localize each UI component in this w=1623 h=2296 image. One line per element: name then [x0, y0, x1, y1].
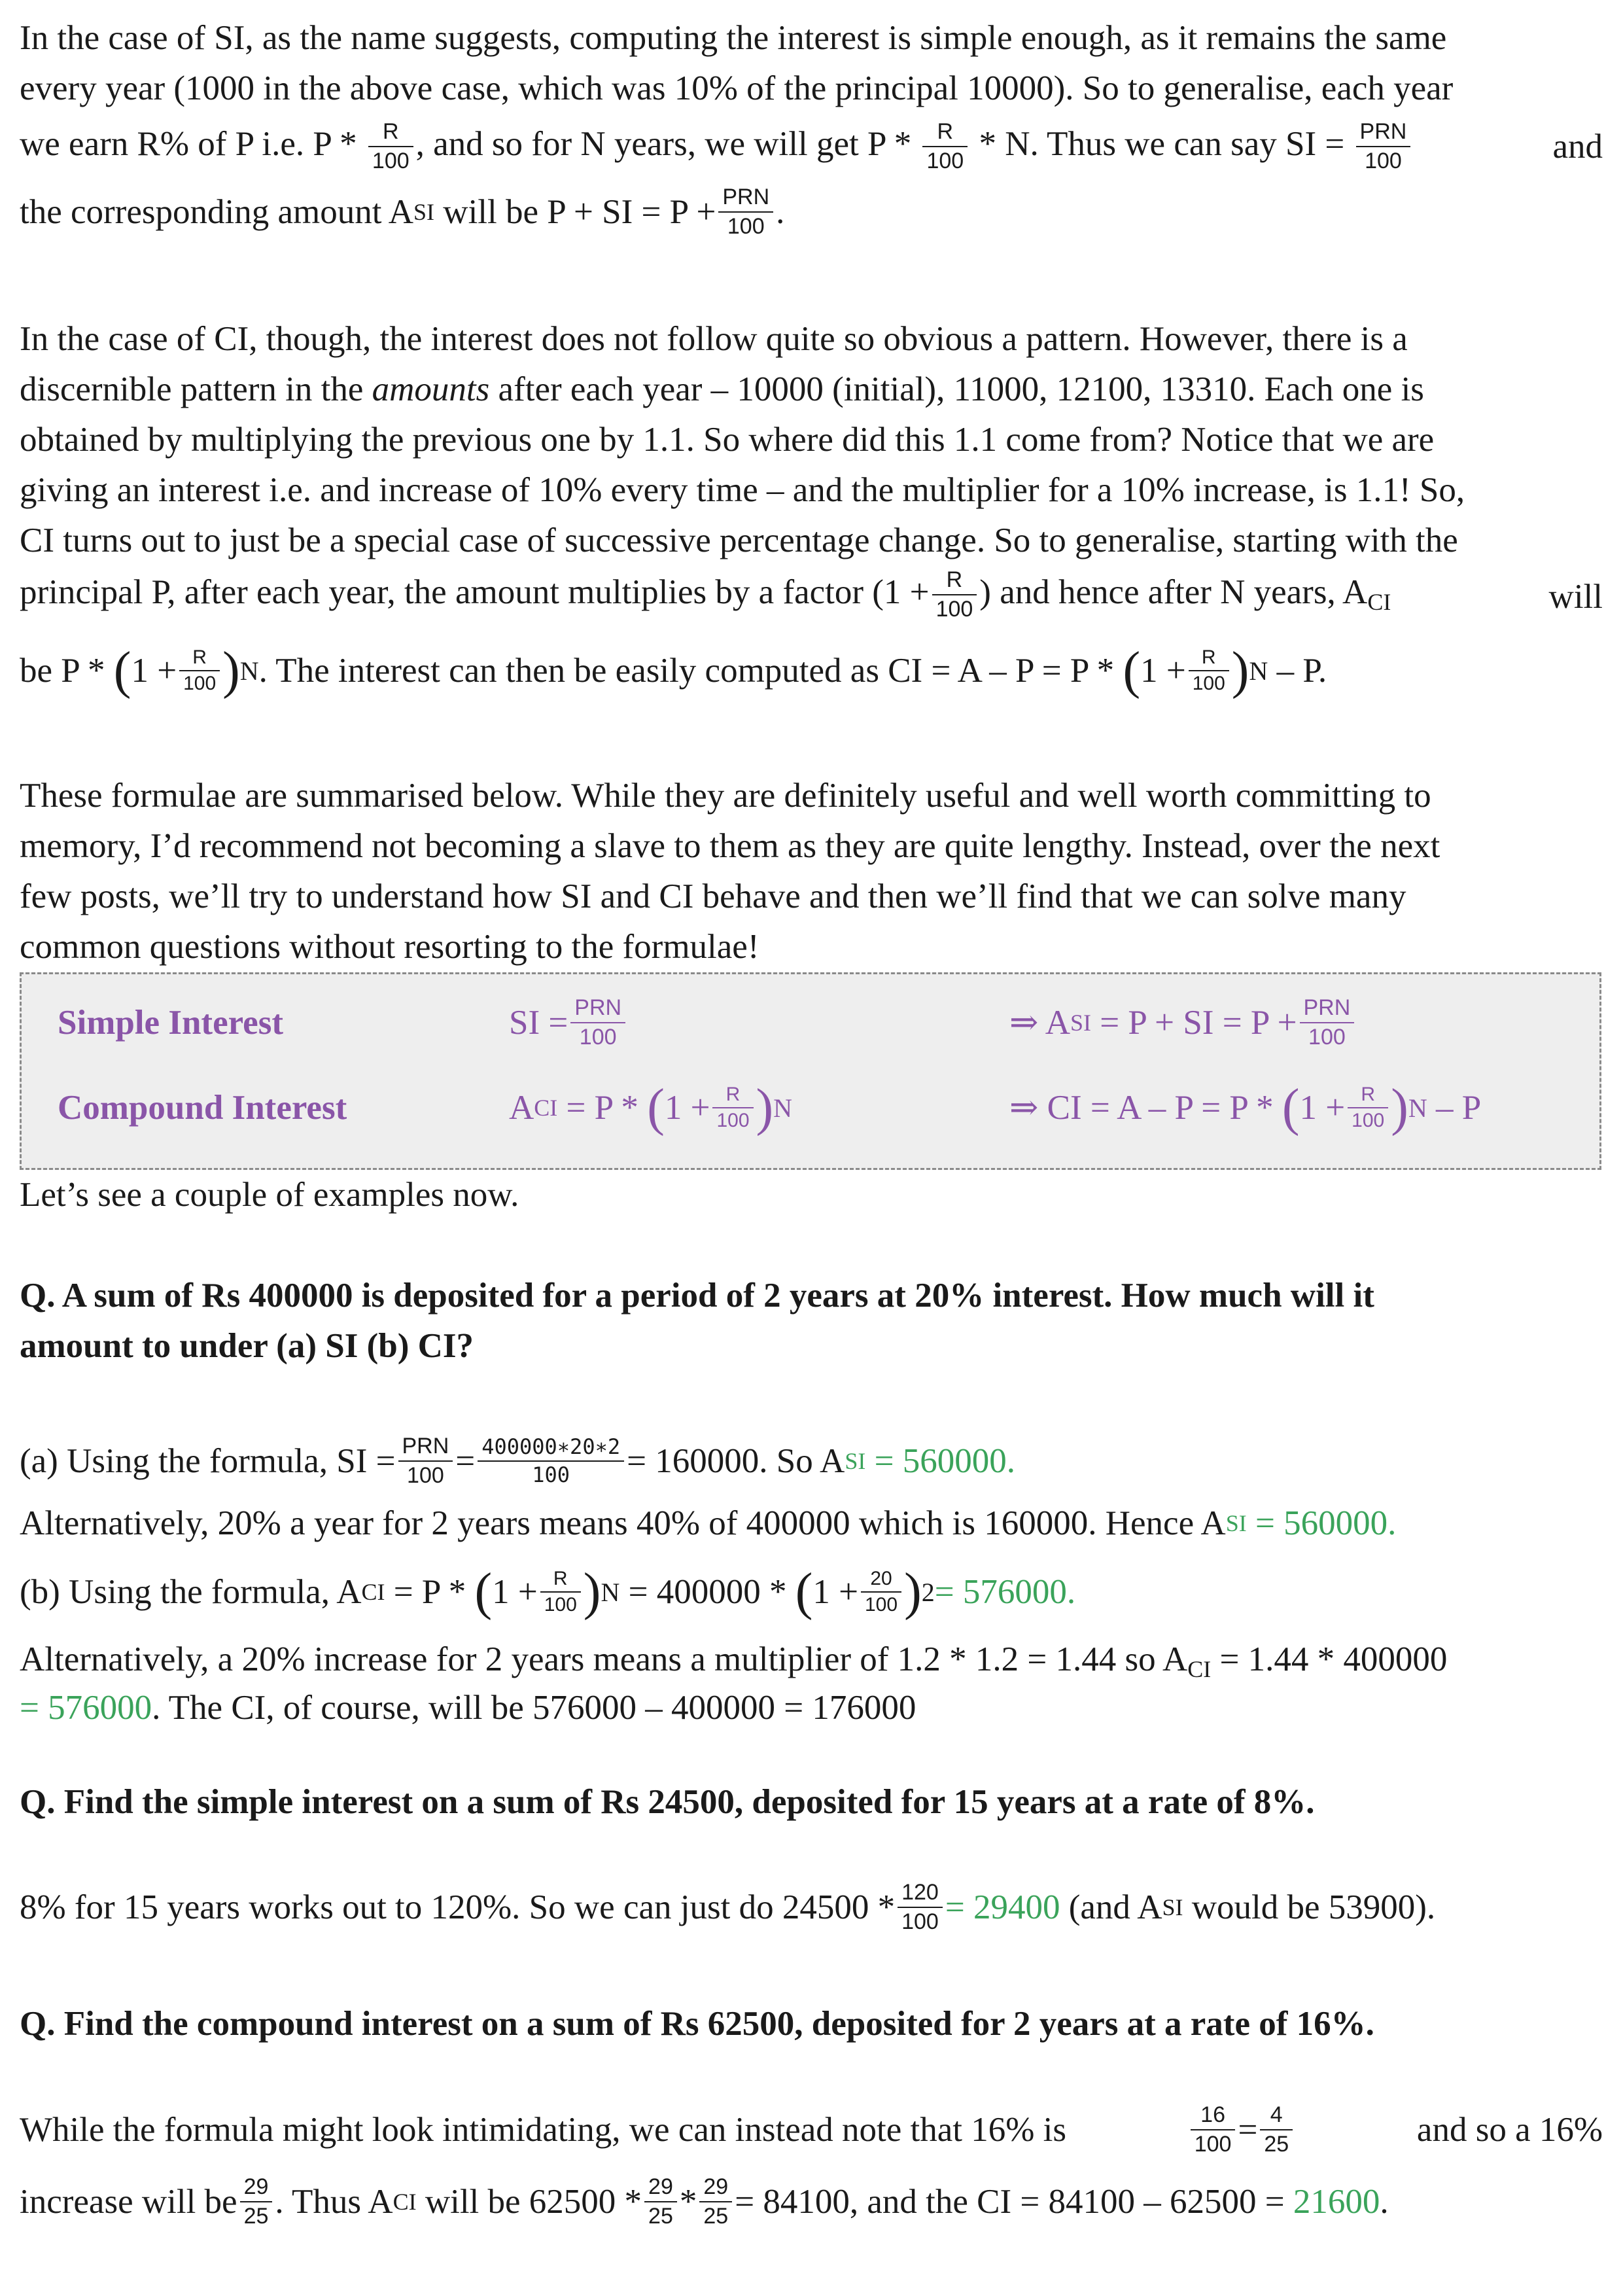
text-run: and so a 16% [1416, 2110, 1603, 2149]
text-run: . [776, 192, 785, 231]
text-run: , and so for N years, we will get P * [415, 124, 912, 163]
text-run: – P. [1276, 651, 1327, 690]
text-run: = P * [566, 1088, 638, 1127]
text-run: 1 + [664, 1088, 710, 1127]
text-run: SI = [509, 1003, 568, 1042]
text-line: every year (1000 in the above case, which was 10% of the principal 10000). So to generalise, each year [20, 69, 1454, 107]
exponent: N [239, 656, 259, 686]
fraction-denominator: 100 [901, 1909, 939, 1934]
text-run: = [1238, 2110, 1258, 2149]
question-text: Q. A sum of Rs 400000 is deposited for a period of 2 years at 20% interest. How much will it [20, 1277, 1374, 1315]
exponent: N [1408, 1093, 1427, 1123]
fraction-numerator: PRN [718, 185, 773, 213]
fraction-denominator: 25 [1264, 2132, 1289, 2157]
fraction-numerator: R [368, 119, 413, 147]
text-run: (b) Using the formula, A [20, 1572, 362, 1611]
fraction [240, 2174, 273, 2229]
text-run: . The CI, of course, will be 576000 – 400000 = 176000 [152, 1689, 916, 1727]
text-run: would be 53900). [1191, 1888, 1436, 1926]
text-run [20, 119, 1413, 175]
fraction-denominator: 100 [183, 673, 217, 694]
exponent: N [1249, 656, 1268, 686]
subscript: CI [393, 2188, 417, 2215]
text-run: = 560000. [1255, 1504, 1397, 1542]
text-run: . Thus A [275, 2182, 393, 2221]
fraction-numerator: 400000∗20∗2 [478, 1435, 624, 1462]
text-run: = 1.44 * 400000 [1219, 1640, 1448, 1678]
text-run: principal P, after each year, the amount multiplies by a factor (1 + [20, 573, 930, 611]
fraction [898, 1880, 943, 1935]
text-run: 21600 [1293, 2182, 1380, 2221]
parenthesis: ) [222, 642, 240, 699]
answer-1 [20, 1425, 1603, 1733]
fraction-r-over-100 [1189, 646, 1229, 696]
exponent: 2 [921, 1577, 935, 1607]
subscript: SI [1225, 1510, 1247, 1536]
fraction-prn-over-100 [1356, 119, 1411, 174]
text-run: = 160000. So A [627, 1441, 845, 1480]
parenthesis: ( [1282, 1079, 1300, 1137]
parenthesis: ( [647, 1079, 665, 1137]
text-run: – P [1436, 1088, 1482, 1127]
fraction-r-over-100 [179, 646, 220, 696]
text-run: = 560000. [874, 1441, 1015, 1480]
text-run: 1 + [1140, 651, 1186, 690]
text-line [20, 179, 1603, 245]
fraction-numerator: 29 [644, 2174, 677, 2202]
text-run: (and A [1068, 1888, 1162, 1926]
parenthesis: ) [583, 1563, 601, 1621]
subscript: CI [1367, 588, 1391, 615]
text-line: common questions without resorting to the formulae! [20, 928, 759, 966]
ci-interest-formula [1009, 1069, 1481, 1147]
text-line: CI turns out to just be a special case of successive percentage change. So to generalise, starting with the [20, 521, 1458, 559]
text-line [20, 364, 1603, 415]
text-line: In the case of CI, though, the interest does not follow quite so obvious a pattern. However, there is a [20, 320, 1408, 358]
text-run: While the formula might look intimidating, we can instead note that 16% is [20, 2110, 1066, 2149]
ci-amount-formula [509, 1069, 792, 1147]
fraction [570, 995, 625, 1050]
subscript: CI [1187, 1656, 1212, 1682]
text-line [20, 2166, 1603, 2238]
text-line [20, 1549, 1603, 1634]
text-run: we earn R% of P i.e. P * [20, 124, 357, 163]
text-run: ) and hence after N years, A [979, 573, 1368, 611]
fraction-r-over-100 [922, 119, 968, 174]
fraction [398, 1434, 453, 1489]
text-run: will [1548, 578, 1603, 616]
fraction-denominator: 100 [532, 1462, 570, 1487]
text-run: after each year – 10000 (initial), 11000, 12100, 13310. Each one is [489, 370, 1424, 408]
text-run: = [455, 1441, 476, 1480]
fraction-denominator: 100 [579, 1025, 617, 1050]
text-run: ⇒ CI = A – P = P * [1009, 1088, 1274, 1127]
exponent: N [601, 1577, 620, 1607]
question-text: Q. Find the compound interest on a sum of Rs 62500, deposited for 2 years at a rate of 16%. [20, 2005, 1374, 2043]
fraction-numerator: 16 [1191, 2102, 1236, 2130]
compound-interest-row [22, 1069, 1599, 1147]
parenthesis: ) [904, 1563, 922, 1621]
text-line [20, 1497, 1603, 1549]
text-run [20, 567, 1391, 627]
fraction [540, 1568, 581, 1617]
text-line: Let’s see a couple of examples now. [20, 1176, 519, 1214]
paragraph-ci-explanation [20, 314, 1603, 713]
fraction-numerator: 4 [1260, 2102, 1293, 2130]
fraction-numerator: R [922, 119, 968, 147]
question-1 [20, 1271, 1603, 1371]
text-line: These formulae are summarised below. While they are definitely useful and well worth committing to [20, 777, 1431, 815]
fraction-r-over-100 [368, 119, 413, 174]
fraction-denominator: 100 [544, 1594, 577, 1616]
text-run: = 29400 [945, 1888, 1060, 1926]
question-2 [20, 1777, 1603, 1828]
si-formula [509, 983, 628, 1062]
text-run: increase will be [20, 2182, 237, 2221]
subscript: SI [1162, 1894, 1183, 1920]
text-run: the corresponding amount A [20, 192, 414, 231]
text-run: = P + SI = P + [1100, 1003, 1297, 1042]
text-run: be P * [20, 651, 105, 690]
text-run [1188, 2102, 1295, 2157]
text-run: discernible pattern in the [20, 370, 372, 408]
text-run: will be P + SI = P + [443, 192, 716, 231]
compound-interest-label: Compound Interest [58, 1088, 347, 1127]
fraction [478, 1435, 624, 1487]
text-run: * N. Thus we can say SI = [979, 124, 1345, 163]
parenthesis: ) [1231, 642, 1249, 699]
parenthesis: ( [113, 642, 131, 699]
text-line: memory, I’d recommend not becoming a slave to them as they are quite lengthy. Instead, over the next [20, 827, 1440, 865]
text-line [20, 2094, 1603, 2166]
fraction-numerator: PRN [398, 1434, 453, 1462]
fraction-r-over-100 [932, 567, 977, 622]
parenthesis: ) [1391, 1079, 1408, 1137]
fraction-numerator: PRN [570, 995, 625, 1023]
text-line [20, 1683, 1603, 1733]
subscript: CI [534, 1094, 558, 1121]
text-run: = 576000. [934, 1572, 1076, 1611]
fraction [861, 1568, 901, 1617]
fraction-denominator: 100 [727, 214, 765, 239]
formula-summary-box [20, 972, 1601, 1170]
question-3 [20, 1999, 1603, 2049]
fraction-denominator: 25 [648, 2204, 673, 2229]
fraction [712, 1084, 753, 1133]
fraction-prn-over-100 [718, 185, 773, 239]
text-run: 1 + [492, 1572, 538, 1611]
answer-2 [20, 1871, 1603, 1943]
text-run: . The interest can then be easily computed as CI = A – P = P * [258, 651, 1115, 690]
text-run: Alternatively, 20% a year for 2 years means 40% of 400000 which is 160000. Hence A [20, 1504, 1226, 1542]
fraction [1260, 2102, 1293, 2157]
fraction-numerator: R [712, 1084, 753, 1109]
text-run: will be 62500 * [425, 2182, 642, 2221]
text-run: ⇒ A [1009, 1003, 1071, 1042]
subscript: SI [413, 198, 435, 225]
subscript: CI [361, 1578, 385, 1605]
fraction-denominator: 100 [926, 149, 964, 174]
fraction-denominator: 100 [716, 1110, 750, 1131]
text-run: (a) Using the formula, SI = [20, 1441, 396, 1480]
parenthesis: ( [795, 1563, 813, 1621]
fraction-numerator: R [932, 567, 977, 595]
text-line [20, 1871, 1603, 1943]
fraction [699, 2174, 732, 2229]
text-line [20, 1425, 1603, 1497]
fraction-denominator: 100 [935, 597, 973, 622]
text-run: and [1552, 127, 1603, 166]
parenthesis: ) [756, 1079, 774, 1137]
subscript: SI [1070, 1009, 1092, 1036]
question-text: amount to under (a) SI (b) CI? [20, 1327, 474, 1365]
fraction-denominator: 100 [1365, 149, 1402, 174]
fraction-numerator: R [1189, 646, 1229, 672]
text-line: few posts, we’ll try to understand how SI and CI behave and then we’ll find that we can solve many [20, 877, 1406, 915]
text-line: In the case of SI, as the name suggests, computing the interest is simple enough, as it remains the same [20, 19, 1447, 57]
text-run: 1 + [131, 651, 177, 690]
fraction [1348, 1084, 1388, 1133]
text-line: giving an interest i.e. and increase of 10% every time – and the multiplier for a 10% increase, is 1.1! So, [20, 471, 1465, 509]
text-line [20, 566, 1603, 628]
text-line [20, 114, 1603, 179]
subscript: SI [845, 1447, 866, 1474]
fraction-numerator: 29 [699, 2174, 732, 2202]
fraction-numerator: R [179, 646, 220, 672]
text-line: obtained by multiplying the previous one by 1.1. So where did this 1.1 come from? Notice that we are [20, 421, 1435, 459]
fraction-denominator: 25 [243, 2204, 269, 2229]
text-run: 1 + [812, 1572, 858, 1611]
fraction-numerator: R [540, 1568, 581, 1593]
fraction [1300, 995, 1355, 1050]
answer-3 [20, 2094, 1603, 2238]
text-run: 8% for 15 years works out to 120%. So we can just do 24500 * [20, 1888, 896, 1926]
fraction-denominator: 25 [703, 2204, 729, 2229]
text-run: = 84100, and the CI = 84100 – 62500 = [735, 2182, 1285, 2221]
simple-interest-label: Simple Interest [58, 1003, 283, 1042]
text-run: = 400000 * [628, 1572, 787, 1611]
fraction-denominator: 100 [407, 1463, 444, 1488]
text-run: = P * [393, 1572, 466, 1611]
paragraph-formulae-summary-intro [20, 771, 1603, 972]
text-run: Alternatively, a 20% increase for 2 years means a multiplier of 1.2 * 1.2 = 1.44 so A [20, 1640, 1188, 1678]
paragraph-si-explanation [20, 13, 1603, 245]
text-run: * [679, 2182, 697, 2221]
fraction-numerator: 120 [898, 1880, 943, 1908]
text-run: 1 + [1299, 1088, 1346, 1127]
fraction-numerator: PRN [1356, 119, 1411, 147]
fraction-denominator: 100 [865, 1594, 898, 1616]
simple-interest-row [22, 983, 1599, 1062]
fraction-numerator: 20 [861, 1568, 901, 1593]
text-run: A [509, 1088, 534, 1127]
exponent: N [773, 1093, 793, 1123]
text-run: . [1380, 2182, 1389, 2221]
si-amount-formula [1009, 983, 1357, 1062]
parenthesis: ( [1123, 642, 1141, 699]
fraction-numerator: 29 [240, 2174, 273, 2202]
text-line [20, 628, 1603, 713]
fraction-numerator: PRN [1300, 995, 1355, 1023]
fraction [1191, 2102, 1236, 2157]
question-text: Q. Find the simple interest on a sum of Rs 24500, deposited for 15 years at a rate of 8%. [20, 1783, 1315, 1821]
fraction-denominator: 100 [1308, 1025, 1346, 1050]
fraction-numerator: R [1348, 1084, 1388, 1109]
examples-intro [20, 1170, 1603, 1220]
fraction-denominator: 100 [1192, 673, 1225, 694]
parenthesis: ( [474, 1563, 493, 1621]
fraction-denominator: 100 [1352, 1110, 1385, 1131]
fraction-denominator: 100 [372, 149, 410, 174]
text-run: = 576000 [20, 1689, 152, 1727]
fraction-denominator: 100 [1194, 2132, 1232, 2157]
emphasis: amounts [372, 370, 490, 408]
text-line [20, 1634, 1603, 1683]
fraction [644, 2174, 677, 2229]
